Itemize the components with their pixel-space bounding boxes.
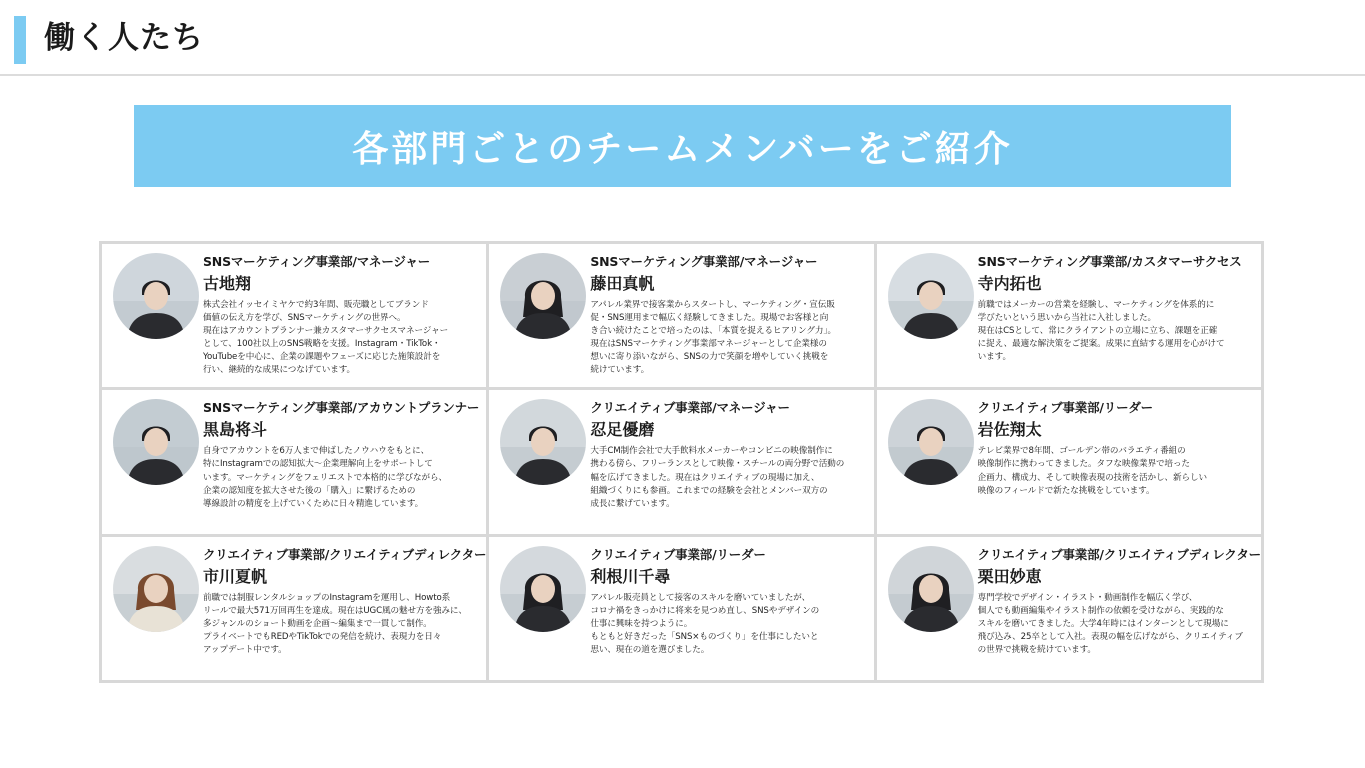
member-bio: 前職では制服レンタルショップのInstagramを運用し、Howto系 リールで最大571万回再生を達成。現在はUGC風の魅せ方を強みに、 多ジャンルのショート動画を企画〜編集まで一貫して制作。 プライベートでもREDやTikTokでの発信を続け、表現力を日々 アップデート中です。 xyxy=(203,592,467,656)
man-portrait-icon xyxy=(113,253,199,339)
member-card xyxy=(489,244,873,387)
banner-text: 各部門ごとのチームメンバーをご紹介 xyxy=(352,128,1013,170)
member-bio: 専門学校でデザイン・イラスト・動画制作を幅広く学び、 個人でも動画編集やイラスト制作の依頼を受けながら、実践的な スキルを磨いてきました。大学4年時にはインターンとして現場に 飛び込み、25卒として入社。表現の幅を広げながら、クリエイティブ の世界で挑戦を続けています。 xyxy=(977,592,1243,656)
member-bio: 前職ではメーカーの営業を経験し、マーケティングを体系的に 学びたいという思いから当社に入社しました。 現在はCSとして、常にクライアントの立場に立ち、課題を正確 に捉え、最適な解決策をご提案。成果に直結する運用を心がけて います。 xyxy=(977,300,1225,363)
member-card xyxy=(102,244,486,387)
member-card xyxy=(489,537,873,680)
page-title: 働く人たち xyxy=(44,20,204,56)
member-name: 黒島将斗 xyxy=(203,420,268,440)
member-bio: アパレル販売員として接客のスキルを磨いていましたが、 コロナ禍をきっかけに将来を見つめ直し、SNSやデザインの 仕事に興味を持つように。 もともと好きだった「SNS×ものづくり」を仕事にしたいと 思い、現在の道を選びました。 xyxy=(590,592,820,656)
member-name: 利根川千尋 xyxy=(590,566,671,586)
member-name: 藤田真帆 xyxy=(590,274,655,293)
member-bio: テレビ業界で8年間、ゴールデン帯のバラエティ番組の 映像制作に携わってきました。タフな映像業界で培った 企画力、構成力、そして映像表現の技術を活かし、新らしい 映像のフィールドで新たな挑戦をしています。 xyxy=(977,446,1207,496)
man-portrait-icon xyxy=(888,399,974,485)
woman-portrait-icon xyxy=(500,546,586,632)
member-grid xyxy=(99,241,1264,683)
header-divider xyxy=(0,74,1365,76)
member-role: SNSマーケティング事業部/マネージャー xyxy=(203,254,431,269)
woman-portrait-icon xyxy=(888,546,974,632)
member-role: クリエイティブ事業部/リーダー xyxy=(590,546,766,562)
member-role: SNSマーケティング事業部/カスタマーサクセス xyxy=(977,254,1242,269)
member-card xyxy=(877,244,1261,387)
member-card xyxy=(102,537,486,680)
member-role: クリエイティブ事業部/リーダー xyxy=(977,400,1153,416)
man-portrait-icon xyxy=(500,399,586,485)
member-name: 市川夏帆 xyxy=(203,566,268,586)
member-name: 古地翔 xyxy=(203,274,252,293)
member-bio: アパレル業界で接客業からスタートし、マーケティング・宣伝販 促・SNS運用まで幅広く経験してきました。現場でお客様と向 き合い続けたことで培ったのは、「本質を捉えるヒアリング力」。 現在はSNSマーケティング事業部マネージャーとして企業様の 想いに寄り添いながら、SNSの力で笑顔を増やしていく挑戦を 続けています。 xyxy=(590,300,837,376)
member-name: 忍足優磨 xyxy=(590,420,655,440)
woman-portrait-icon xyxy=(113,546,199,632)
member-role: SNSマーケティング事業部/マネージャー xyxy=(590,254,818,269)
member-card xyxy=(489,390,873,533)
member-name: 岩佐翔太 xyxy=(977,420,1042,440)
man-portrait-icon xyxy=(888,253,974,339)
section-banner xyxy=(134,105,1231,187)
member-role: クリエイティブ事業部/クリエイティブディレクター xyxy=(977,546,1261,562)
member-role: クリエイティブ事業部/クリエイティブディレクター xyxy=(203,546,487,562)
member-card xyxy=(877,537,1261,680)
member-role: クリエイティブ事業部/マネージャー xyxy=(590,400,790,416)
member-bio: 大手CM制作会社で大手飲料水メーカーやコンビニの映像制作に 携わる傍ら、フリーランスとして映像・スチールの両分野で活動の 幅を広げてきました。現在はクリエイティブの現場に加え、 組織づくりにも参画。これまでの経験を会社とメンバー双方の 成長に繋げています。 xyxy=(590,446,845,509)
member-name: 栗田妙恵 xyxy=(977,566,1042,586)
member-bio: 自身でアカウントを6万人まで伸ばしたノウハウをもとに、 特にInstagramでの認知拡大〜企業理解向上をサポートして います。マーケティングをフェリエストで本格的に学びながら、 企業の認知度を拡大させた後の「購入」に繋げるための 導線設計の精度を上げていくために日々精進しています。 xyxy=(203,446,447,509)
man-portrait-icon xyxy=(113,399,199,485)
member-role: SNSマーケティング事業部/アカウントプランナー xyxy=(203,400,480,416)
member-bio: 株式会社イッセイミヤケで約3年間、販売職としてブランド 価値の伝え方を学び、SNSマーケティングの世界へ。 現在はアカウントプランナー兼カスタマーサクセスマネージャー として、100社以上のSNS戦略を支援。Instagram・TikTok・ YouTubeを中心に、企業の課題やフェーズに応じた施策設計を 行い、継続的な成果につなげています。 xyxy=(203,300,449,376)
woman-portrait-icon xyxy=(500,253,586,339)
member-name: 寺内拓也 xyxy=(977,274,1042,293)
member-card xyxy=(102,390,486,533)
member-card xyxy=(877,390,1261,533)
header-accent-bar xyxy=(14,16,26,64)
